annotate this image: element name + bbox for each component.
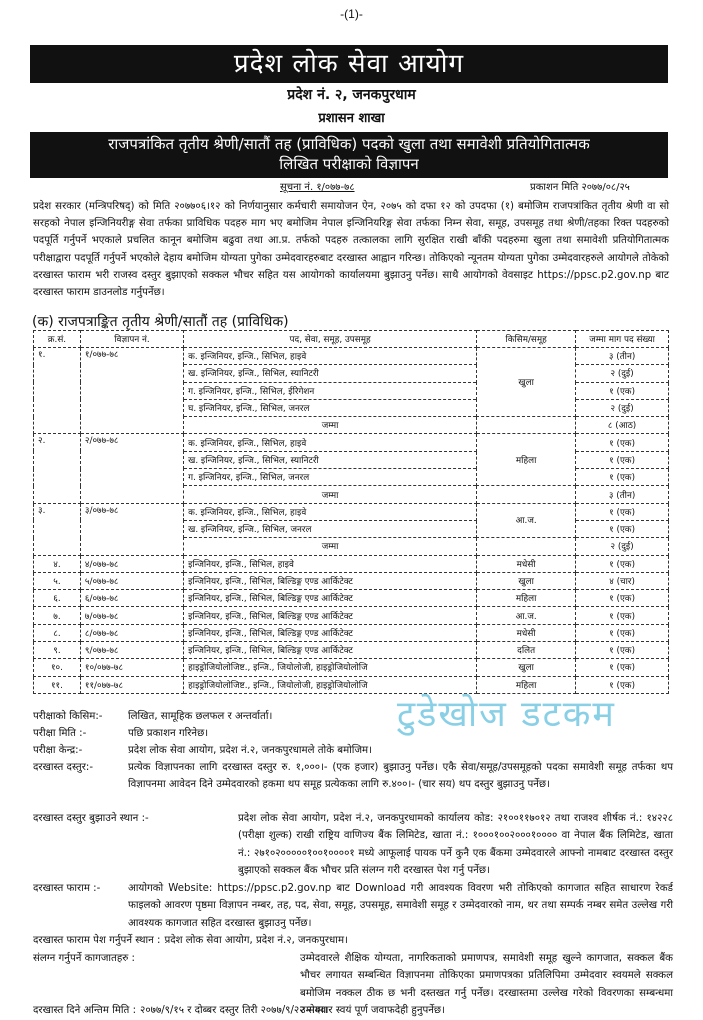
detail-label: परीक्षा मिति :- [33,728,87,739]
cell-category: आ.ज. [477,503,576,538]
table-row [34,624,669,641]
cell-category: खुला [477,659,576,676]
cell-post: ख. इन्जिनियर, इन्जि., सिभिल, जनरल [184,520,477,537]
cell-ad-no: ९/०७७-७८ [80,642,183,659]
cell-category: महिला [477,676,576,693]
cell-empty [477,417,576,434]
cell-count: १ (एक) [576,520,669,537]
cell-post: क. इन्जिनियर, इन्जि., सिभिल, हाइवे [184,348,477,365]
cell-count: १ (एक) [576,607,669,624]
table-header-row [34,331,669,348]
cell-post: इन्जिनियर, इन्जि., सिभिल, हाइवे [184,555,477,572]
cell-post: इन्जिनियर, इन्जि., सिभिल, बिल्डिङ्ग एण्ड आर्किटेक्ट [184,642,477,659]
col-header-ad-no: विज्ञापन नं. [80,331,183,348]
page-number: -(1)- [340,7,363,21]
cell-total-value: ८ (आठ) [576,417,669,434]
detail-item [33,742,673,759]
detail-value: लिखित, सामूहिक छलफल र अन्तर्वार्ता। [128,711,273,722]
cell-category: आ.ज. [477,607,576,624]
cell-post: ख. इन्जिनियर, इन्जि., सिभिल, स्यानिटरी [184,451,477,468]
notice-number: सूचना नं. १/०७७-७८ [280,182,355,193]
detail-value: २०७७/९/१५ र दोब्बर दस्तुर तिरी २०७७/९/२२ सम्म। [140,1005,328,1016]
org-name-banner: प्रदेश लोक सेवा आयोग [30,45,668,83]
cell-total-value: ३ (तीन) [576,486,669,503]
cell-count: १ (एक) [576,642,669,659]
vacancy-table [33,330,669,694]
cell-post: इन्जिनियर, इन्जि., सिभिल, बिल्डिङ्ग एण्ड आर्किटेक्ट [184,607,477,624]
detail-item [33,932,673,949]
cell-count: १ (एक) [576,451,669,468]
cell-sn: ११. [34,676,81,693]
detail-label: दरखास्त दिने अन्तिम मिति : [33,1005,137,1016]
cell-ad-no: ११/०७७-७८ [80,676,183,693]
cell-count: १ (एक) [576,659,669,676]
cell-ad-no: २/०७७-७८ [80,434,183,503]
cell-total-value: २ (दुई) [576,538,669,555]
detail-label: परीक्षाको किसिम:- [33,711,103,722]
table-row [34,607,669,624]
table-row [34,572,669,589]
detail-value: आयोगको Website: https://ppsc.p2.gov.np बाट Download गरी आवश्यक विवरण भरी तोकिएको कागजात सहित साधारण रेकर्ड फाइलको आवरण पृष्ठमा विज्ञापन नम्बर, तह, पद, सेवा, समूह, उपसमूह, समावेशी समूह र उम्मेदवारको नाम, थर तथा सम्पर्क नम्बर समेत उल्लेख गरी आवश्यक कागजात सहित दरखास्त बुझाउनु पर्नेछ। [128,883,673,929]
cell-count: १ (एक) [576,624,669,641]
cell-post: इन्जिनियर, इन्जि., सिभिल, बिल्डिङ्ग एण्ड आर्किटेक्ट [184,572,477,589]
detail-item [33,725,673,742]
cell-count: २ (दुई) [576,399,669,416]
col-header-post: पद, सेवा, समूह, उपसमूह [184,331,477,348]
detail-item [33,810,673,880]
detail-label: दरखास्त दस्तुर बुझाउने स्थान :- [33,813,149,824]
cell-count: ४ (चार) [576,572,669,589]
detail-label: परीक्षा केन्द्र:- [33,745,83,756]
cell-category: मधेसी [477,555,576,572]
province-heading: प्रदेश नं. २, जनकपुरधाम [287,87,416,103]
col-header-count: जम्मा माग पद संख्या [576,331,669,348]
detail-value: प्रदेश लोक सेवा आयोग, प्रदेश नं.२, जनकपुरधामले तोके बमोजिम। [128,745,372,756]
col-header-sn: क्र.सं. [34,331,81,348]
detail-value: उम्मेदवारले शैक्षिक योग्यता, नागरिकताको प्रमाणपत्र, समावेशी समूह खुल्ने कागजात, सक्कल बैंक भौचर लगायत सम्बन्धित विज्ञापनमा तोकिएका प्रमाणपत्रका प्रतिलिपिमा उम्मेदवार स्वयमले सक्कल बमोजिम नक्कल ठीक छ भनी दस्तखत गर्नु पर्नेछ। दरखास्तमा उल्लेख गरेको विवरणका सम्बन्धमा उम्मेदवार स्वयं पूर्ण जवाफदेही हुनुपर्नेछ। [300,953,673,1017]
cell-post: क. इन्जिनियर, इन्जि., सिभिल, हाइवे [184,434,477,451]
detail-label: दरखास्त दस्तुर:- [33,762,94,773]
cell-post: ग. इन्जिनियर, इन्जि., सिभिल, जनरल [184,469,477,486]
cell-sn: ८. [34,624,81,641]
table-row [34,503,669,520]
cell-count: १ (एक) [576,676,669,693]
cell-total-label: जम्मा [184,417,477,434]
notice-title-banner [30,132,668,178]
cell-count: १ (एक) [576,434,669,451]
detail-value: प्रदेश लोक सेवा आयोग, प्रदेश नं.२, जनकपुरधामको कार्यालय कोड: २१००११७०१२ तथा राजश्व शीर्षक नं.: १४२२८ (परीक्षा शुल्क) राखी राष्ट्रिय वाणिज्य बैंक लिमिटेड, खाता नं.: १०००१००२०००१०००० वा नेपाल बैंक लिमिटेड, खाता नं.: २७१०२०००००१००१००००१ मध्ये आफूलाई पायक पर्ने कुनै एक बैंकमा उम्मेदवारले आफ्नो नामबाट दरखास्त दस्तुर बुझाएको सक्कल बैंक भौचर प्रति संलग्न गरी दरखास्त पेश गर्नु पर्नेछ। [238,813,673,877]
cell-sn: ६. [34,590,81,607]
table-row [34,434,669,451]
cell-count: २ (दुई) [576,365,669,382]
cell-sn: ५. [34,572,81,589]
cell-sn: ७. [34,607,81,624]
detail-value: पछि प्रकाशन गरिनेछ। [128,728,209,739]
detail-label: दरखास्त फाराम पेश गर्नुपर्ने स्थान : [33,935,161,946]
detail-label: दरखास्त फाराम :- [33,883,101,894]
section-heading: (क) राजपत्राङ्कित तृतीय श्रेणी/सातौं तह (प्राविधिक) [32,314,289,330]
cell-post: हाइड्रोजियोलोजिष्ट., इन्जि., जियोलोजी, हाइड्रोजियोलोजि [184,676,477,693]
table-row [34,555,669,572]
cell-category: खुला [477,348,576,417]
cell-ad-no: ७/०७७-७८ [80,607,183,624]
col-header-category: किसिम/समूह [477,331,576,348]
cell-category: महिला [477,590,576,607]
cell-total-label: जम्मा [184,486,477,503]
cell-ad-no: ४/०७७-७८ [80,555,183,572]
detail-value: प्रत्येक विज्ञापनका लागि दरखास्त दस्तुर रु. १,०००।- (एक हजार) बुझाउनु पर्नेछ। एकै सेवा/समूह/उपसमूहको पदका समावेशी समूह तर्फका थप विज्ञापनमा आवेदन दिने उम्मेदवारको हकमा थप समूह प्रत्येकका लागि रु.४००।- (चार सय) थप दस्तुर बुझाउनु पर्नेछ। [128,762,673,791]
cell-sn: ४. [34,555,81,572]
cell-count: १ (एक) [576,469,669,486]
cell-sn: २. [34,434,81,503]
cell-count: ३ (तीन) [576,348,669,365]
cell-post: हाइड्रोजियोलोजिष्ट., इन्जि., जियोलोजी, हाइड्रोजियोलोजि [184,659,477,676]
detail-item [33,759,673,794]
notice-title-line2: लिखित परीक्षाको विज्ञापन [279,155,419,173]
cell-category: मधेसी [477,624,576,641]
watermark: टुडेखोज डटकम [397,694,616,735]
cell-total-label: जम्मा [184,538,477,555]
detail-item [33,1002,673,1019]
cell-ad-no: १०/०७७-७८ [80,659,183,676]
table-row [34,659,669,676]
cell-ad-no: ६/०७७-७८ [80,590,183,607]
detail-item [33,880,673,932]
cell-empty [477,486,576,503]
intro-paragraph: प्रदेश सरकार (मन्त्रिपरिषद्) को मिति २०७७०६।१२ को निर्णयानुसार कर्मचारी समायोजन ऐन, २०७५ को दफा १२ को उपदफा (१) बमोजिम राजपत्रांकित तृतीय श्रेणी वा सो सरहको नेपाल इन्जिनियरीङ्ग सेवा तर्फका प्राविधिक पदहरु माग भए बमोजिम नेपाल इन्जिनियरिङ्ग सेवा तर्फका निम्न सेवा, समूह, उपसमूह तथा श्रेणी/तहका रिक्त पदहरुको पदपूर्ति गर्नुपर्ने भएकाले प्रचलित कानून बमोजिम बढुवा तथा आ.प्र. तर्फको पदहरु तत्कालका लागि सुरक्षित राखी बाँकी पदहरुमा खुला तथा समावेशी प्रतियोगितात्मक परीक्षाद्वारा पदपूर्ति गर्नुपर्ने भएकोले देहाय बमोजिम योग्यता पुगेका उम्मेदवारहरुबाट दरखास्त आह्वान गरिन्छ। तोकिएको न्यूनतम योग्यता पुगेका उम्मेदवारहरुले आयोगले तोकेको दरखास्त फाराम भरी राजस्व दस्तुर बुझाएको सक्कल भौचर सहित यस आयोगको कार्यालयमा बुझाउनु पर्नेछ। साथै आयोगको वेवसाइट https://ppsc.p2.gov.np बाट दरखास्त फाराम डाउनलोड गर्नुपर्नेछ। [33,201,669,299]
cell-post: क. इन्जिनियर, इन्जि., सिभिल, हाइवे [184,503,477,520]
publish-date: प्रकाशन मिति २०७७/०८/२५ [530,182,630,193]
cell-post: ख. इन्जिनियर, इन्जि., सिभिल, स्यानिटरी [184,365,477,382]
table-row [34,590,669,607]
table-row [34,642,669,659]
cell-count: १ (एक) [576,382,669,399]
cell-sn: ९. [34,642,81,659]
cell-category: खुला [477,572,576,589]
cell-empty [477,538,576,555]
cell-count: १ (एक) [576,590,669,607]
cell-sn: ३. [34,503,81,555]
cell-ad-no: ८/०७७-७८ [80,624,183,641]
cell-sn: १. [34,348,81,434]
cell-category: महिला [477,434,576,486]
cell-ad-no: ३/०७७-७८ [80,503,183,555]
cell-count: १ (एक) [576,555,669,572]
cell-sn: १०. [34,659,81,676]
cell-post: इन्जिनियर, इन्जि., सिभिल, बिल्डिङ्ग एण्ड आर्किटेक्ट [184,624,477,641]
table-row [34,348,669,365]
detail-item [33,708,673,725]
notice-title-line1: राजपत्रांकित तृतीय श्रेणी/सातौं तह (प्राविधिक) पदको खुला तथा समावेशी प्रतियोगितात्मक [108,135,590,153]
cell-category: दलित [477,642,576,659]
cell-count: १ (एक) [576,503,669,520]
branch-heading: प्रशासन शाखा [318,111,385,126]
cell-ad-no: ५/०७७-७८ [80,572,183,589]
cell-post: ग. इन्जिनियर, इन्जि., सिभिल, ईरिगेशन [184,382,477,399]
detail-value: प्रदेश लोक सेवा आयोग, प्रदेश नं.२, जनकपुरधाम। [164,935,348,946]
cell-post: इन्जिनियर, इन्जि., सिभिल, बिल्डिङ्ग एण्ड आर्किटेक्ट [184,590,477,607]
cell-ad-no: १/०७७-७८ [80,348,183,434]
detail-label: संलग्न गर्नुपर्ने कागजातहरु : [33,953,135,964]
cell-post: घ. इन्जिनियर, इन्जि., सिभिल, जनरल [184,399,477,416]
